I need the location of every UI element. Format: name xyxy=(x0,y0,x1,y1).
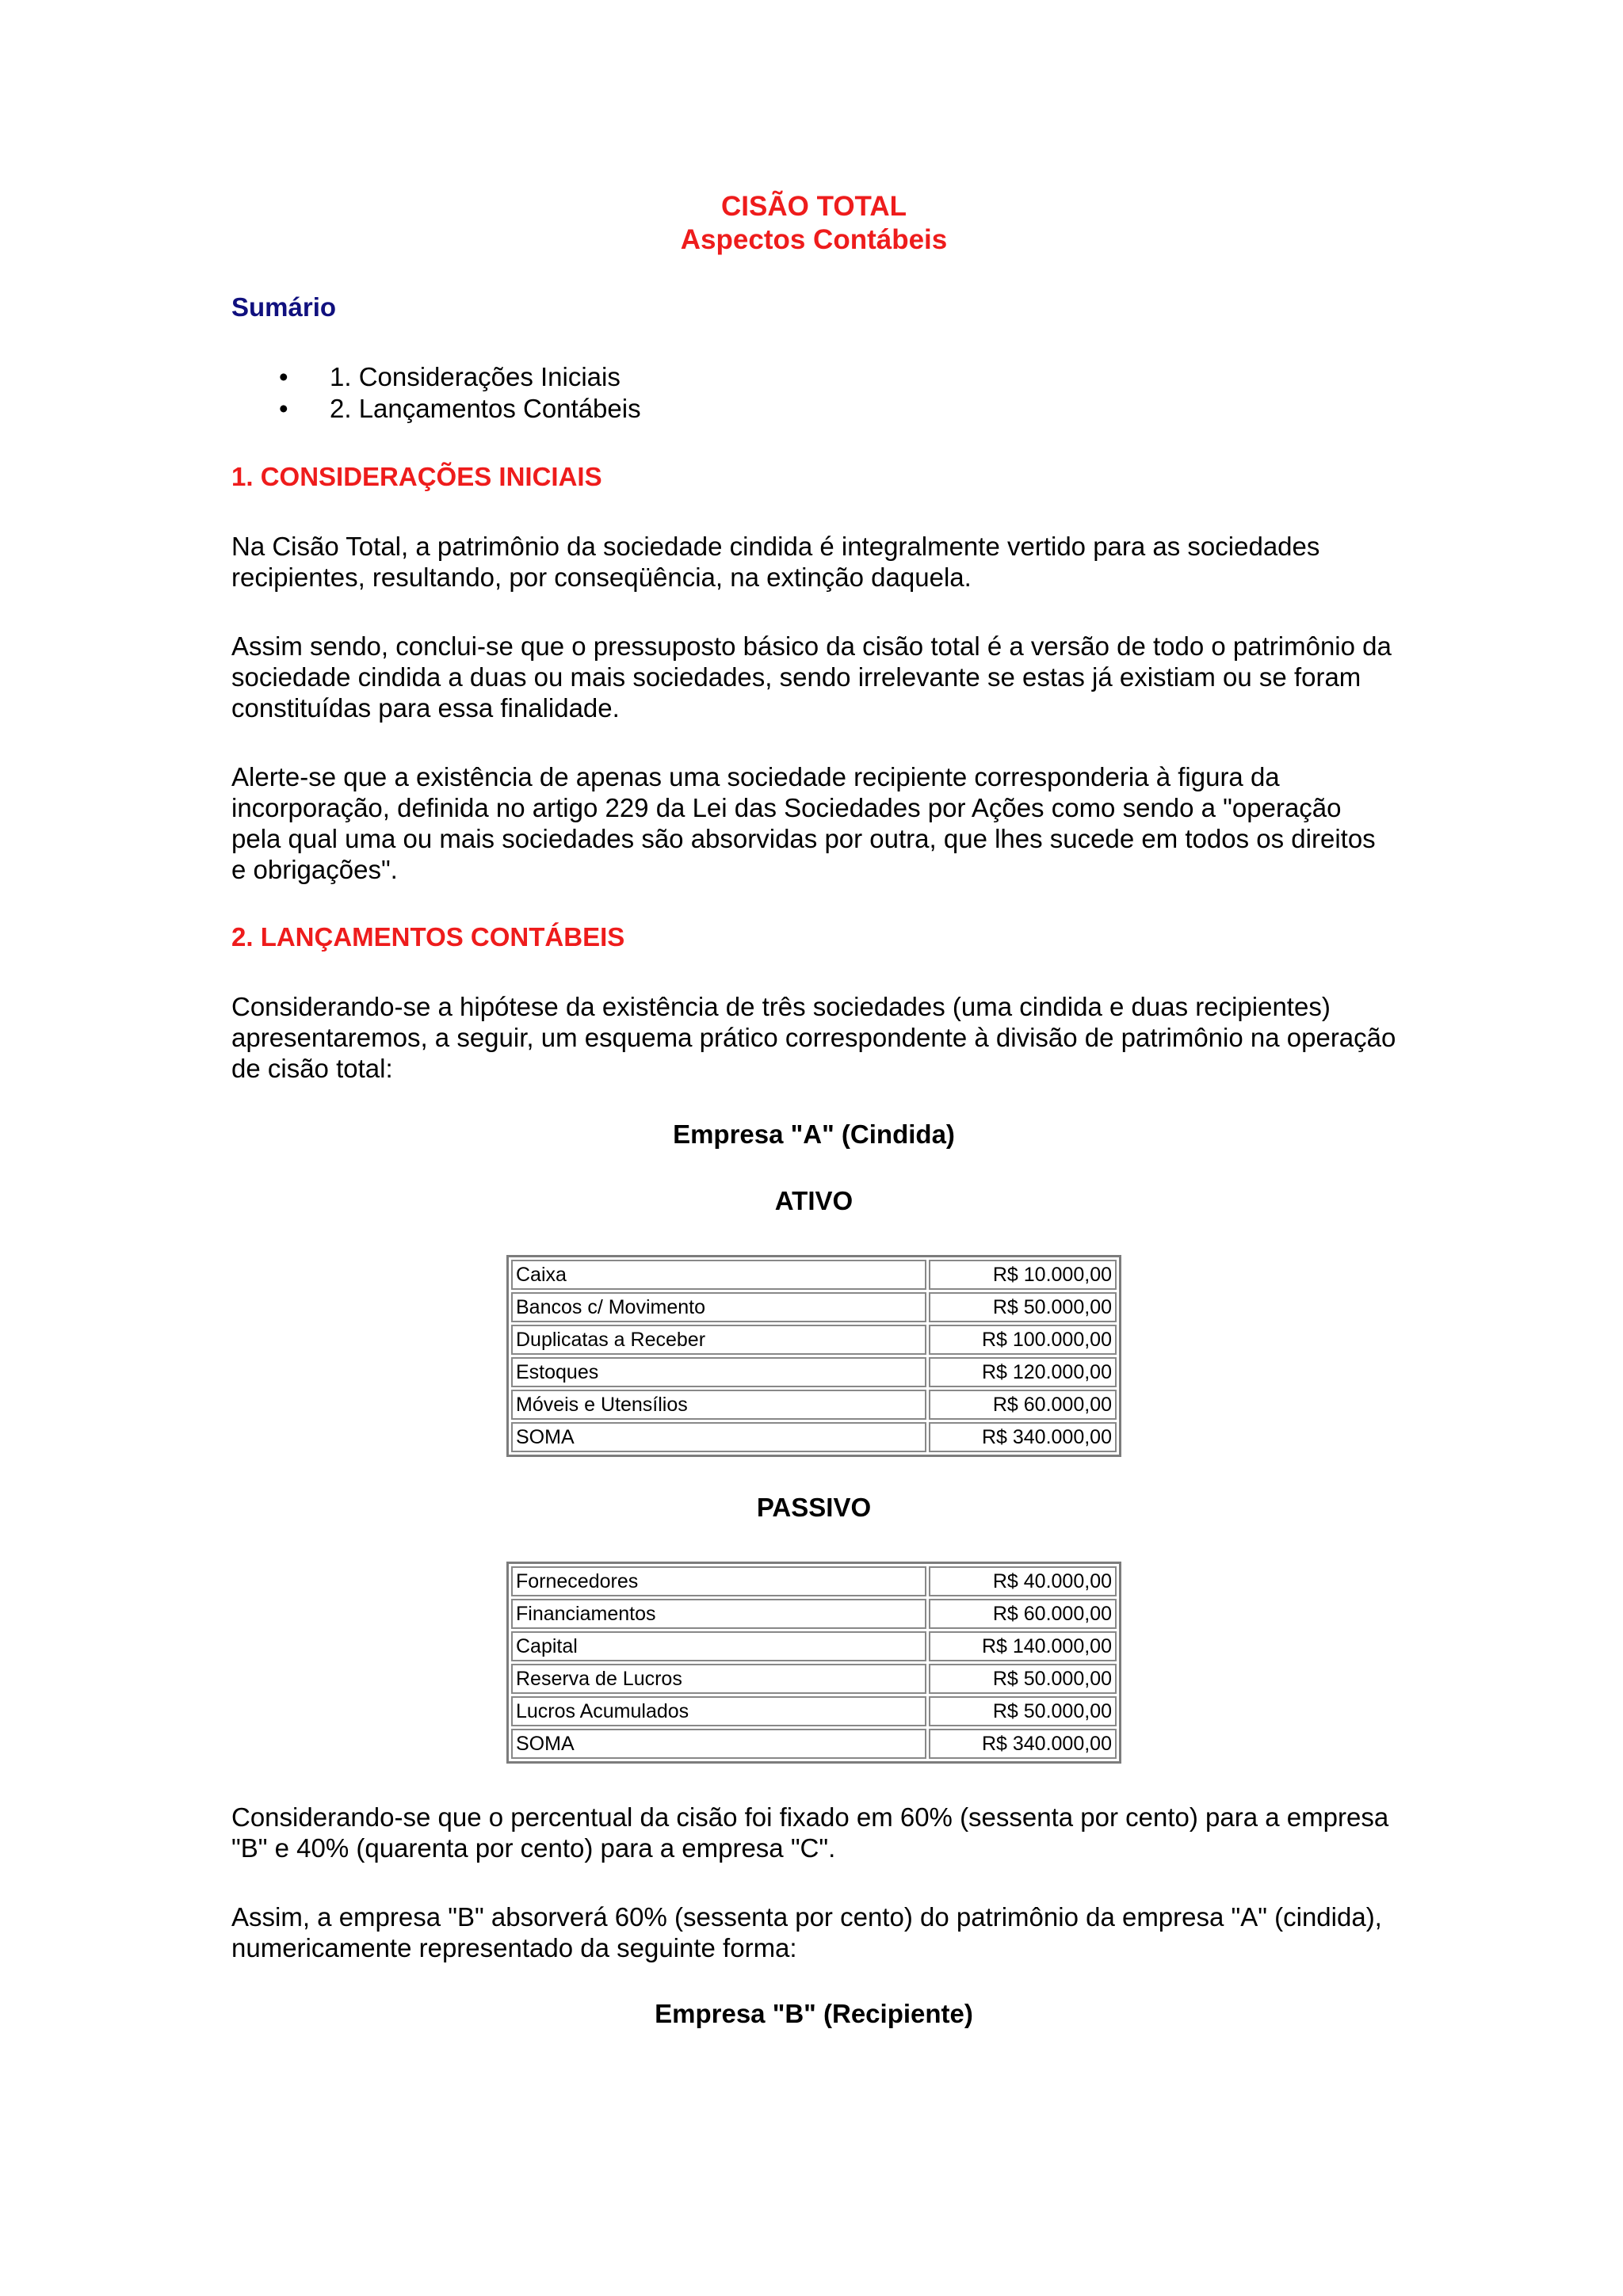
summary-item-label: 1. Considerações Iniciais xyxy=(330,362,621,391)
account-label: Capital xyxy=(511,1631,926,1661)
table-row xyxy=(511,1631,1117,1661)
account-label: SOMA xyxy=(511,1729,926,1759)
table-row xyxy=(511,1260,1117,1290)
account-label: Reserva de Lucros xyxy=(511,1664,926,1694)
account-value: R$ 120.000,00 xyxy=(929,1357,1117,1387)
passivo-table xyxy=(506,1562,1121,1764)
paragraph: Assim sendo, conclui-se que o pressuposto básico da cisão total é a versão de todo o patrimônio da sociedade cindida a duas ou mais sociedades, sendo irrelevante se estas já existiam ou se foram constituídas para essa finalidade. xyxy=(231,631,1392,723)
account-value: R$ 60.000,00 xyxy=(929,1390,1117,1420)
section-1-heading: 1. CONSIDERAÇÕES INICIAIS xyxy=(231,462,602,491)
table-row xyxy=(511,1664,1117,1694)
summary-list xyxy=(231,361,1396,425)
account-value: R$ 60.000,00 xyxy=(929,1599,1117,1629)
account-label: Estoques xyxy=(511,1357,926,1387)
ativo-heading: ATIVO xyxy=(774,1186,854,1215)
account-label: Bancos c/ Movimento xyxy=(511,1292,926,1322)
account-value: R$ 10.000,00 xyxy=(929,1260,1117,1290)
table-row xyxy=(511,1390,1117,1420)
account-label: Fornecedores xyxy=(511,1566,926,1596)
account-value: R$ 340.000,00 xyxy=(929,1422,1117,1452)
paragraph: Assim, a empresa "B" absorverá 60% (sessenta por cento) do patrimônio da empresa "A" (cindida), numericamente representado da seguinte forma: xyxy=(231,1902,1382,1962)
bullet-icon: • xyxy=(279,394,288,423)
table-row xyxy=(511,1729,1117,1759)
account-value: R$ 340.000,00 xyxy=(929,1729,1117,1759)
passivo-heading: PASSIVO xyxy=(756,1493,872,1522)
account-value: R$ 100.000,00 xyxy=(929,1325,1117,1355)
bullet-icon: • xyxy=(279,362,288,391)
paragraph: Na Cisão Total, a patrimônio da sociedade cindida é integralmente vertido para as sociedades recipientes, resultando, por conseqüência, na extinção daquela. xyxy=(231,532,1320,592)
account-value: R$ 50.000,00 xyxy=(929,1696,1117,1726)
summary-item xyxy=(231,393,1396,425)
table-row xyxy=(511,1696,1117,1726)
account-value: R$ 140.000,00 xyxy=(929,1631,1117,1661)
paragraph: Considerando-se a hipótese da existência de três sociedades (uma cindida e duas recipientes) apresentaremos, a seguir, um esquema prático correspondente à divisão de patrimônio na operação de cisão total: xyxy=(231,992,1396,1083)
company-b-heading: Empresa "B" (Recipiente) xyxy=(655,1999,973,2028)
account-label: Caixa xyxy=(511,1260,926,1290)
account-label: Duplicatas a Receber xyxy=(511,1325,926,1355)
summary-item-label: 2. Lançamentos Contábeis xyxy=(330,394,641,423)
ativo-table xyxy=(506,1255,1121,1457)
document-content xyxy=(231,190,1396,2030)
document-title: CISÃO TOTAL xyxy=(721,191,907,222)
table-row xyxy=(511,1422,1117,1452)
summary-item xyxy=(231,361,1396,393)
paragraph: Alerte-se que a existência de apenas uma sociedade recipiente corresponderia à figura da incorporação, definida no artigo 229 da Lei das Sociedades por Ações como sendo a "operação pela qual uma ou mais sociedades são absorvidas por outra, que lhes sucede em todos os direitos e obrigações". xyxy=(231,762,1376,884)
paragraph: Considerando-se que o percentual da cisão foi fixado em 60% (sessenta por cento) para a empresa "B" e 40% (quarenta por cento) para a empresa "C". xyxy=(231,1802,1389,1863)
account-label: Móveis e Utensílios xyxy=(511,1390,926,1420)
account-value: R$ 50.000,00 xyxy=(929,1664,1117,1694)
table-row xyxy=(511,1599,1117,1629)
summary-label: Sumário xyxy=(231,292,337,322)
account-label: Lucros Acumulados xyxy=(511,1696,926,1726)
table-row xyxy=(511,1292,1117,1322)
account-value: R$ 40.000,00 xyxy=(929,1566,1117,1596)
table-row xyxy=(511,1325,1117,1355)
company-a-heading: Empresa "A" (Cindida) xyxy=(673,1119,955,1149)
account-label: SOMA xyxy=(511,1422,926,1452)
account-value: R$ 50.000,00 xyxy=(929,1292,1117,1322)
account-label: Financiamentos xyxy=(511,1599,926,1629)
table-row xyxy=(511,1357,1117,1387)
section-2-heading: 2. LANÇAMENTOS CONTÁBEIS xyxy=(231,922,625,952)
document-subtitle: Aspectos Contábeis xyxy=(680,224,948,255)
table-row xyxy=(511,1566,1117,1596)
